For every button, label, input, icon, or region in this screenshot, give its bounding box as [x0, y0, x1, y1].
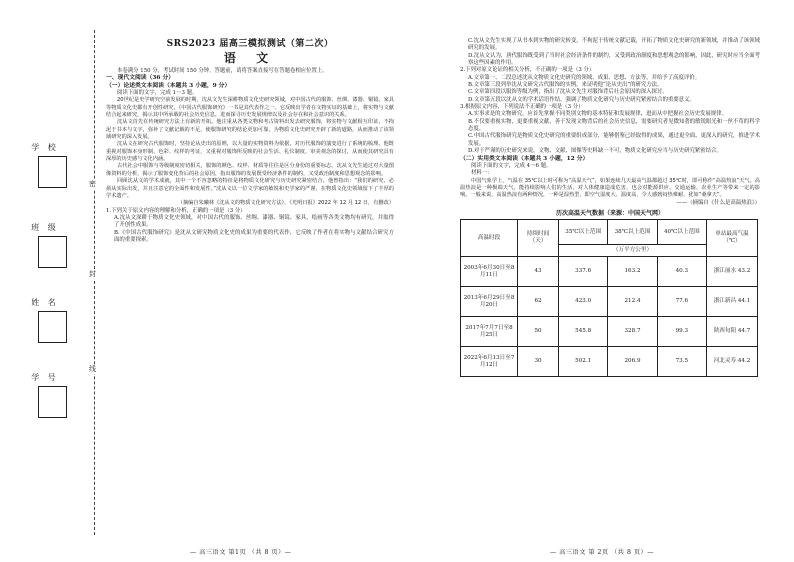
q3-option-d: D.对于严谨的历史研究来说，文物、文献、图像等史料缺一不可，物质文化研究应当与历史研究紧密结合。: [468, 148, 722, 155]
table-cell: 62: [518, 287, 559, 317]
table-cell: 99.3: [657, 317, 706, 347]
page-2: [400, 0, 794, 562]
question-1: 1.下列关于原文内容的理解和分析，正确的一项是（3 分）: [106, 207, 246, 214]
q1-option-c: C.沈从文先生实现了从书本到实物的研究转变，不拘泥于传统文献记载，开拓了物质文化史研究的新领域，并推动了该领域研究的发展。: [468, 38, 760, 52]
question-2: 2.下列对原文论证的相关分析，不正确的一项是（3 分）: [460, 67, 595, 74]
seal-line: [94, 30, 95, 535]
table-cell: 2022年6月13日至7月12日: [461, 347, 518, 377]
q1-option-d: D.沈从文认为，唐代服饰既受到了当时社会经济条件的制约，又受到政治制度和思想观念的影响，因此，研究时应当全面考察这些因素的作用。: [468, 52, 760, 67]
table-row: [461, 347, 758, 377]
table-caption: 历次高温天气数据（来源：中国天气网）: [555, 209, 664, 217]
table-row: [461, 257, 758, 287]
subject-title: 语 文: [223, 51, 277, 65]
table-cell: 423.0: [559, 287, 608, 317]
table-cell: 163.2: [608, 257, 657, 287]
passage-paragraph: 回顾沈从文的学术成就，其中一个不容忽略的特征是将物质文化研究与历史研究紧密结合。他曾指出：“我们的研究，必须从实际出发，并且注意它的全面性和发展性。”沈从文以一位文学家的敏锐和史学家的严谨，在物质文化史领域留下了丰厚的学术遗产。: [106, 178, 394, 199]
class-label: 班 级: [31, 223, 59, 232]
table-cell: 328.7: [608, 317, 657, 347]
table-cell: 337.6: [559, 257, 608, 287]
name-label: 姓 名: [31, 298, 59, 307]
table-cell: 50: [518, 317, 559, 347]
student-id-field[interactable]: [38, 386, 67, 418]
table-cell: 212.4: [608, 287, 657, 317]
table-cell: 浙江丽水 43.2: [707, 257, 758, 287]
q2-option-a: A.文章第一、二段总述沈从文物质文化史研究的领域、成果、思想、方法等，并给予了高度评价。: [468, 74, 701, 81]
column-header: 35℃以上范围: [559, 220, 608, 245]
question-3: 3.根据原文内容，下列说法不正确的一项是（3 分）: [460, 104, 584, 111]
passage-paragraph: 沈从文在研究古代服饰时，坚持论从史出的原则，以大量的实物资料为依据，对历代服饰的演变进行了系统的梳理。他既重视对服饰本身形制、色彩、纹样的考证，又重视对服饰所反映的社会生活、礼仪制度、审美观念的探讨，从而使其研究具有深厚的历史感与文化内涵。: [106, 141, 394, 163]
school-field[interactable]: [38, 156, 67, 188]
page-1-footer: — 高三语文 第1页 （共 8 页）—: [190, 549, 292, 556]
table-cell: 545.8: [559, 317, 608, 347]
table-row: [461, 287, 758, 317]
table-cell: 40.3: [657, 257, 706, 287]
column-header: 单站最高气温（℃）: [707, 220, 758, 257]
q3-option-a: A.实事求是的文物研究，应首先掌握不同类别文物的基本特征和发展规律，进而从中把握社会历史发展规律。: [468, 111, 727, 118]
material-text: 中国气象学上，气温在 35℃以上时可称为“高温天气”，如果连续几天最高气温都超过 35℃时，即可称作“高温热浪”天气。高温热浪是一种极端天气，能持续影响人们的生活，对人体健康造成危害，也会对能源供应、交通运输、农业生产等带来一定的影响。一般来说，高温热浪有两种情况，一种是湿热型，即空气湿度大、温度高，令人感到闷热难耐，犹如“桑拿天”。: [460, 177, 760, 199]
column-header: 持续时间（天）: [518, 220, 559, 257]
column-header: 高温时段: [461, 220, 518, 257]
student-id-label: 学 号: [31, 373, 59, 382]
table-cell: 502.1: [559, 347, 608, 377]
class-field[interactable]: [38, 236, 67, 268]
passage-paragraph: 古代社会中服饰与等级制度密切相关，服饰的颜色、纹样、材质等往往是区分身份的重要标志。沈从文先生通过对大量图像资料的分析，揭示了服饰变化背后的社会原因，指出服饰的发展既受经济条件的制约，又受政治制度和思想观念的影响。: [106, 163, 394, 177]
page-1-content: [106, 38, 394, 244]
section-heading: 一、现代文阅读（36 分）: [106, 75, 175, 82]
instruction-text-2: 阅读下面的文字，完成 4～6 题。: [471, 162, 552, 169]
page-2-content: [460, 38, 760, 377]
passage-paragraph: 20世纪是史学研究空前发展的时期，沈从文先生深耕物质文化史研究领域，对中国古代的服饰、丝绸、漆器、铜镜、家具等物质文化史都有开创性研究，《中国古代服饰研究》一书是其代表作之一。它反映出学者在文物实证的基础上，将实物与文献结合起来研究，揭示其中所承载的社会历史信息，进而探寻历史发展规律以及社会存在和社会意识的关系。: [106, 97, 394, 119]
school-label: 学 校: [31, 143, 59, 152]
table-cell: 30: [518, 347, 559, 377]
table-cell: 陕西旬阳 44.7: [707, 317, 758, 347]
binding-margin: [0, 0, 102, 562]
column-header: 38℃以上范围: [608, 220, 657, 245]
q2-option-d: D.文章第五段以沈从文的学术话语作结，强调了物质文化研究与历史研究紧密结合的重要意义。: [468, 96, 695, 103]
table-cell: 73.5: [657, 347, 706, 377]
q1-option-a: A.沈从文深耕于物质文化史领域，对中国古代的服饰、丝绸、漆器、铜镜、家具、绘画等各类文物均有研究，并取得了开创性成果。: [114, 214, 394, 229]
q3-option-c: C.中国古代服饰研究是物质文化史研究的重要组成部分，能够借鉴已经取得的成果，通过更全面、更深入的研究，推进学术发展。: [468, 133, 760, 147]
q1-option-b: B.《中国古代服饰研究》是沈从文研究物质文化史的成果为重要的代表作，它反映了作者在将实物与文献结合研究方面的重要探索。: [114, 229, 394, 243]
exam-note: 本卷满分 150 分，考试时间 150 分钟。答题前，请将答案直接写在答题卷相应位置上。: [117, 68, 328, 74]
passage-paragraph: 沈从文首先在传统研究方法上有新的开拓。他注重从各类文物和考古资料出发去研究服饰，将实物与文献相互印证，不拘泥于书本与文字，弥补了文献记载的不足，使服饰研究的结论更加可靠，为物质文化史研究开辟了新的道路，从而推动了该领域研究的深入发展。: [106, 119, 394, 141]
name-field[interactable]: [38, 311, 67, 343]
table-cell: 2017年7月7日至8月25日: [461, 317, 518, 347]
instruction-text: 阅读下面的文字，完成 1～3 题。: [117, 90, 198, 97]
table-cell: 浙江新昌 44.1: [707, 287, 758, 317]
source-note: （摘编自朱曦林《沈从文的物质文化研究方法》，《光明日报》2022 年 12 月 12 日，有删改）: [177, 200, 394, 207]
heat-data-table: [460, 219, 758, 377]
subsection-heading: （一）论述类文本阅读（本题共 3 小题，9 分）: [106, 82, 231, 89]
table-unit: （万平方公里）: [559, 245, 707, 257]
table-cell: 77.6: [657, 287, 706, 317]
q3-option-b: B.不仅要重视实物，更要重视文献，善于发现文物背后的社会历史信息，需要研究者见微知著的敏锐眼光和一丝不苟的科学态度。: [468, 118, 760, 133]
column-header: 40℃以上范围: [657, 220, 706, 245]
table-header-row: [461, 220, 758, 245]
material-source: ——（摘编自《什么是高温热浪》）: [676, 199, 760, 206]
table-cell: 2003年6月30日至8月11日: [461, 257, 518, 287]
page-2-footer: — 高三语文 第 2页 （共 8 页）—: [550, 549, 654, 556]
margin-mark-mi: 密: [89, 180, 96, 188]
q2-option-c: C.文章第四段以服饰等级为例，指出了沈从文先生对服饰背后社会原因的深入探讨。: [468, 89, 668, 96]
q2-option-b: B.文章第三段列举沈从文研究古代服饰的实例，来证明他“论从史出”的研究方法。: [468, 82, 663, 89]
exam-title: SRS2023 届高三模拟测试（第二次）: [166, 39, 334, 49]
table-cell: 2013年6月29日至8月20日: [461, 287, 518, 317]
material-label: 材料一：: [471, 170, 493, 177]
margin-mark-xian: 线: [89, 365, 96, 373]
table-cell: 43: [518, 257, 559, 287]
subsection-heading-2: （二）实用类文本阅读（本题共 3 小题，12 分）: [460, 155, 589, 162]
table-cell: 206.9: [608, 347, 657, 377]
margin-mark-feng: 封: [89, 270, 96, 278]
table-row: [461, 317, 758, 347]
table-cell: 河北灵寿 44.2: [707, 347, 758, 377]
